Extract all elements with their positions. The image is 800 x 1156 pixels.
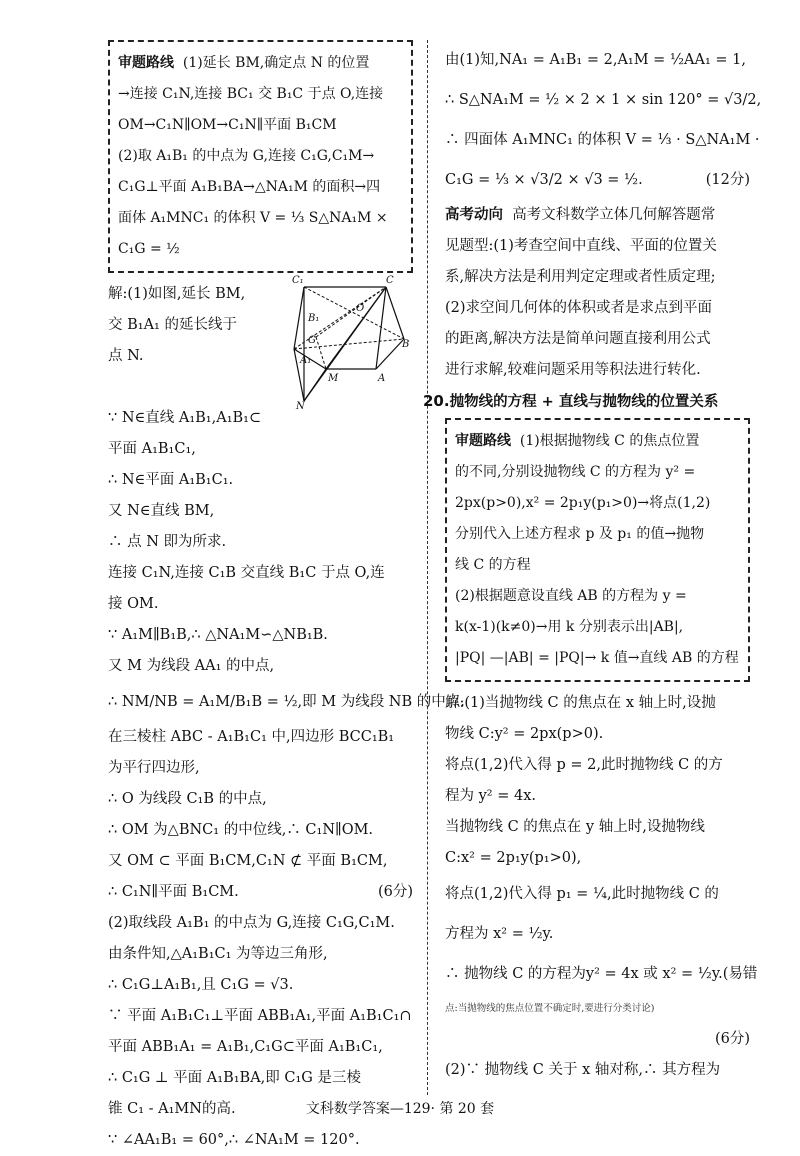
solution-line: (2)取线段 A₁B₁ 的中点为 G,连接 C₁G,C₁M. <box>108 915 395 931</box>
score-label: (6分) <box>377 884 413 900</box>
solution-line: 由(1)知,NA₁ = A₁B₁ = 2,A₁M = ½AA₁ = 1, <box>445 52 746 68</box>
solution-line: ∴ 四面体 A₁MNC₁ 的体积 V = ⅓ · S△NA₁M · <box>445 132 760 148</box>
solution-line: ∴ C₁G⊥A₁B₁,且 C₁G = √3. <box>108 977 294 993</box>
solution-line: ∴ S△NA₁M = ½ × 2 × 1 × sin 120° = √3/2, <box>445 92 762 108</box>
label-a: A <box>378 373 386 384</box>
label-b1: B₁ <box>308 313 320 324</box>
box-line: OM→C₁N∥OM→C₁N∥平面 B₁CM <box>118 117 337 133</box>
trend-line: 高考动向 高考文科数学立体几何解答题常 <box>445 207 716 223</box>
box-line: 线 C 的方程 <box>455 557 531 573</box>
solution-line: C:x² = 2p₁y(p₁>0), <box>445 850 582 866</box>
solution-line: ∴ C₁G ⊥ 平面 A₁B₁BA,即 C₁G 是三棱 <box>108 1070 361 1086</box>
solution-line: 连接 C₁N,连接 C₁B 交直线 B₁C 于点 O,连 <box>108 565 385 581</box>
left-review-route-box <box>108 40 413 273</box>
solution-line: 又 M 为线段 AA₁ 的中点, <box>108 658 275 674</box>
solution-line: 方程为 x² = ½y. <box>445 926 554 942</box>
solution-line: 当抛物线 C 的焦点在 y 轴上时,设抛物线 <box>445 819 705 835</box>
trend-line: 进行求解,较难问题采用等积法进行转化. <box>445 362 701 378</box>
solution-line: (2)∵ 抛物线 C 关于 x 轴对称,∴ 其方程为 <box>445 1062 721 1078</box>
solution-line: ∴ O 为线段 C₁B 的中点, <box>108 791 267 807</box>
right-review-route-box <box>445 418 750 682</box>
solution-line: 又 N∈直线 BM, <box>108 503 215 519</box>
box-line: 分别代入上述方程求 p 及 p₁ 的值→抛物 <box>455 526 705 542</box>
figure-row <box>108 275 413 412</box>
box-line: C₁G = ½ <box>118 241 180 257</box>
solution-line: 在三棱柱 ABC - A₁B₁C₁ 中,四边形 BCC₁B₁ <box>108 729 395 745</box>
solution-line: 又 OM ⊂ 平面 B₁CM,C₁N ⊄ 平面 B₁CM, <box>108 853 388 869</box>
solution-line: 物线 C:y² = 2px(p>0). <box>445 726 604 742</box>
solution-line: 点 N. <box>108 348 144 364</box>
solution-line: 为平行四边形, <box>108 760 200 776</box>
solution-line: 解:(1)如图,延长 BM, <box>108 286 246 302</box>
solution-line: 解:(1)当抛物线 C 的焦点在 x 轴上时,设抛 <box>445 695 716 711</box>
error-note: 点:当抛物线的焦点位置不确定时,要进行分类讨论) <box>445 1003 655 1014</box>
solution-line: ∴ C₁N∥平面 B₁CM. (6分) <box>108 877 413 908</box>
solution-line: 由条件知,△A₁B₁C₁ 为等边三角形, <box>108 946 328 962</box>
label-b: B <box>402 339 410 350</box>
solution-line: ∴ NM/NB = A₁M/B₁B = ½,即 M 为线段 NB 的中点. <box>108 694 465 710</box>
box-line: 面体 A₁MNC₁ 的体积 V = ⅓ S△NA₁M × <box>118 210 388 226</box>
score-label: (6分) <box>714 1031 750 1047</box>
box-line: (2)取 A₁B₁ 的中点为 G,连接 C₁G,C₁M→ <box>118 148 375 164</box>
label-c: C <box>386 275 394 286</box>
solution-line: ∵ ∠AA₁B₁ = 60°,∴ ∠NA₁M = 120°. <box>108 1132 360 1148</box>
box-line: →连接 C₁N,连接 BC₁ 交 B₁C 于点 O,连接 <box>118 86 384 102</box>
column-divider <box>427 40 428 1095</box>
box-line: (2)根据题意设直线 AB 的方程为 y = <box>455 588 687 604</box>
question-number: 20. <box>423 392 450 410</box>
solution-line: 接 OM. <box>108 596 159 612</box>
label-m: M <box>328 373 339 384</box>
solution-line: ∴ 抛物线 C 的方程为y² = 4x 或 x² = ½y.(易错 <box>445 966 758 982</box>
box-line: |PQ| —|AB| = |PQ|→ k 值→直线 AB 的方程 <box>455 650 739 666</box>
question-heading <box>423 386 750 418</box>
right-column <box>423 40 762 1086</box>
box-line: 2px(p>0),x² = 2p₁y(p₁>0)→将点(1,2) <box>455 495 711 511</box>
solution-line: ∵ 平面 A₁B₁C₁⊥平面 ABB₁A₁,平面 A₁B₁C₁∩ <box>108 1008 412 1024</box>
solution-line: 将点(1,2)代入得 p₁ = ¼,此时抛物线 C 的 <box>445 886 719 902</box>
label-g: G <box>308 335 316 346</box>
solution-line: 平面 ABB₁A₁ = A₁B₁,C₁G⊂平面 A₁B₁C₁, <box>108 1039 383 1055</box>
solution-line: ∵ A₁M∥B₁B,∴ △NA₁M∽△NB₁B. <box>108 627 328 643</box>
box-line: 审题路线 (1)延长 BM,确定点 N 的位置 <box>118 55 370 71</box>
box-line: 审题路线 (1)根据抛物线 C 的焦点位置 <box>455 433 700 449</box>
solution-line: ∴ OM 为△BNC₁ 的中位线,∴ C₁N∥OM. <box>108 822 374 838</box>
solution-line: 平面 A₁B₁C₁, <box>108 441 196 457</box>
label-c1: C₁ <box>292 275 304 286</box>
trend-label: 高考动向 <box>445 207 503 223</box>
trend-line: (2)求空间几何体的体积或者是求点到平面 <box>445 300 713 316</box>
left-column <box>108 40 465 1156</box>
trend-line: 系,解决方法是利用判定定理或者性质定理; <box>445 269 716 285</box>
solution-line: 将点(1,2)代入得 p = 2,此时抛物线 C 的方 <box>445 757 723 773</box>
solution-line: ∴ N∈平面 A₁B₁C₁. <box>108 472 234 488</box>
solution-line: 交 B₁A₁ 的延长线于 <box>108 317 237 333</box>
label-n: N <box>296 401 305 412</box>
box-line: C₁G⊥平面 A₁B₁BA→△NA₁M 的面积→四 <box>118 179 381 195</box>
solution-line: 锥 C₁ - A₁MN的高. <box>108 1101 236 1117</box>
solution-line: 程为 y² = 4x. <box>445 788 536 804</box>
solution-line: ∴ 点 N 即为所求. <box>108 534 227 550</box>
box-line: k(x-1)(k≠0)→用 k 分别表示出|AB|, <box>455 619 684 635</box>
question-title: 抛物线的方程 + 直线与抛物线的位置关系 <box>449 394 719 410</box>
box-line: 的不同,分别设抛物线 C 的方程为 y² = <box>455 464 696 480</box>
box-label: 审题路线 <box>455 433 511 449</box>
solution-line: ∵ N∈直线 A₁B₁,A₁B₁⊂ <box>108 410 262 426</box>
label-o: O <box>356 303 365 314</box>
solution-line: C₁G = ⅓ × √3/2 × √3 = ½. (12分) <box>445 160 750 200</box>
score-label: (12分) <box>705 172 750 188</box>
page-footer: 文科数学答案—129· 第 20 套 <box>305 1101 495 1117</box>
trend-line: 见题型:(1)考查空间中直线、平面的位置关 <box>445 238 717 254</box>
box-label: 审题路线 <box>118 55 174 71</box>
prism-figure <box>286 269 411 412</box>
label-a1: A₁ <box>300 355 312 366</box>
trend-line: 的距离,解决方法是简单问题直接利用公式 <box>445 331 711 347</box>
